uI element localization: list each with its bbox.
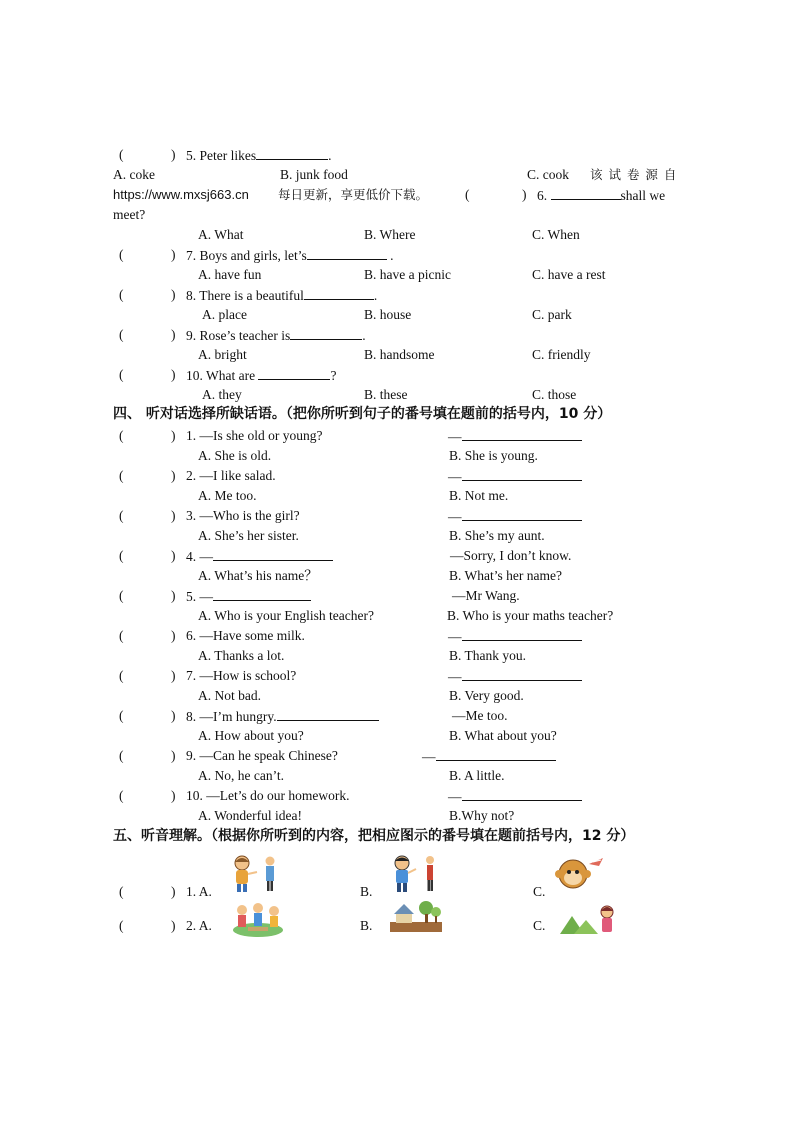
option-a: A. What xyxy=(198,227,244,242)
option-a: A. coke xyxy=(113,167,155,182)
paren-close: ) xyxy=(171,287,176,302)
picture-boy-talking[interactable] xyxy=(390,854,438,894)
option-a: A. Thanks a lot. xyxy=(198,648,285,663)
answer-blank[interactable] xyxy=(462,428,582,441)
paren-open: ( xyxy=(119,147,124,162)
option-c: C. park xyxy=(532,307,572,322)
paren-open: ( xyxy=(119,508,124,523)
question-line xyxy=(186,788,349,804)
question-line xyxy=(186,548,333,565)
option-a: A. Who is your English teacher? xyxy=(198,608,374,623)
question-stem: 5. Peter likes . xyxy=(186,148,332,163)
answer-blank[interactable] xyxy=(436,748,556,761)
paren-open: ( xyxy=(465,187,470,202)
question-stem: 10. What are ? xyxy=(186,368,337,383)
option-a: A. place xyxy=(202,307,247,322)
section-heading: 五、听音理解。（根据你所听到的内容，把相应图示的番号填在题前括号内，12 分） xyxy=(113,828,635,844)
response-text: — xyxy=(448,469,462,484)
paren-open: ( xyxy=(119,468,124,483)
option-b: B. junk food xyxy=(280,167,348,182)
question-line xyxy=(186,668,296,684)
section-heading: 四、 听对话选择所缺话语。（把你所听到句子的番号填在题前的括号内，10 分） xyxy=(113,406,612,422)
question-text: 2. —I like salad. xyxy=(186,468,276,483)
option-a: A. Me too. xyxy=(198,488,257,503)
response-text: —Me too. xyxy=(452,708,508,723)
paren-open: ( xyxy=(119,327,124,342)
option-b: B. A little. xyxy=(449,768,505,783)
option-b: B. handsome xyxy=(364,347,435,362)
paren-close: ) xyxy=(171,508,176,523)
option-b: B. She is young. xyxy=(449,448,538,463)
paren-open: ( xyxy=(119,548,124,563)
paren-open: ( xyxy=(119,668,124,683)
answer-blank[interactable] xyxy=(462,788,582,801)
paren-open: ( xyxy=(119,628,124,643)
paren-close: ) xyxy=(522,187,527,202)
paren-open: ( xyxy=(119,588,124,603)
option-c: C. friendly xyxy=(532,347,591,362)
option-b: B. xyxy=(360,884,373,899)
option-b: B. xyxy=(360,918,373,933)
response-text: — xyxy=(448,669,462,684)
question-line xyxy=(186,588,311,605)
paren-close: ) xyxy=(171,367,176,382)
question-text: 4. — xyxy=(186,549,213,564)
paren-close: ) xyxy=(171,748,176,763)
option-c: C. xyxy=(533,918,546,933)
paren-close: ) xyxy=(171,468,176,483)
question-text: 3. —Who is the girl? xyxy=(186,508,300,523)
response-text: — xyxy=(448,509,462,524)
option-b: B. Where xyxy=(364,227,416,242)
option-b: B.Why not? xyxy=(449,808,515,823)
answer-blank[interactable] xyxy=(258,367,330,380)
paren-open: ( xyxy=(119,287,124,302)
response-line xyxy=(448,628,582,645)
question-line xyxy=(186,428,322,444)
question-text: 5. — xyxy=(186,589,213,604)
option-b: B. house xyxy=(364,307,412,322)
question-stem: 8. There is a beautiful . xyxy=(186,288,378,303)
response-text: — xyxy=(448,789,462,804)
response-text: — xyxy=(448,629,462,644)
paren-open: ( xyxy=(119,788,124,803)
question-text: 6. —Have some milk. xyxy=(186,628,305,643)
paren-close: ) xyxy=(171,147,176,162)
answer-blank[interactable] xyxy=(462,628,582,641)
option-a: A. No, he can’t. xyxy=(198,768,284,783)
question-text: 10. —Let’s do our homework. xyxy=(186,788,350,803)
watermark-url: https://www.mxsj663.cn xyxy=(113,187,249,202)
response-text: —Sorry, I don’t know. xyxy=(450,548,572,563)
option-c: C. cook xyxy=(527,167,569,182)
option-a: A. How about you? xyxy=(198,728,304,743)
option-b: B. What about you? xyxy=(449,728,557,743)
paren-open: ( xyxy=(119,367,124,382)
response-line xyxy=(422,748,556,765)
picture-children-picnic[interactable] xyxy=(232,900,284,938)
answer-blank[interactable] xyxy=(304,287,374,300)
response-line xyxy=(448,508,582,525)
option-b: B. Not me. xyxy=(449,488,509,503)
answer-blank[interactable] xyxy=(551,187,621,200)
answer-blank[interactable] xyxy=(307,247,387,260)
paren-close: ) xyxy=(171,884,176,899)
option-c: C. When xyxy=(532,227,580,242)
option-b: B. Thank you. xyxy=(449,648,526,663)
paren-close: ) xyxy=(171,668,176,683)
paren-open: ( xyxy=(119,247,124,262)
question-line xyxy=(186,748,338,764)
paren-open: ( xyxy=(119,918,124,933)
answer-blank[interactable] xyxy=(462,668,582,681)
answer-blank[interactable] xyxy=(462,508,582,521)
question-line xyxy=(186,628,305,644)
option-b: B. What’s her name? xyxy=(449,568,562,583)
option-b: B. Who is your maths teacher? xyxy=(447,608,614,623)
question-stem: 6. shall we xyxy=(537,188,666,203)
question-text: 8. —I’m hungry. xyxy=(186,709,277,724)
option-a: A. bright xyxy=(198,347,247,362)
paren-close: ) xyxy=(171,788,176,803)
option-c: C. have a rest xyxy=(532,267,606,282)
response-line xyxy=(448,788,582,805)
question-line xyxy=(186,468,276,484)
paren-open: ( xyxy=(119,884,124,899)
answer-blank[interactable] xyxy=(256,147,328,160)
paren-open: ( xyxy=(119,748,124,763)
option-a: A. She is old. xyxy=(198,448,272,463)
question-line xyxy=(186,508,300,524)
question-stem-cont: meet? xyxy=(113,207,146,222)
question-number: 2. A. xyxy=(186,918,212,933)
paren-close: ) xyxy=(171,327,176,342)
option-a: A. have fun xyxy=(198,267,262,282)
option-c: C. those xyxy=(532,387,577,402)
option-a: A. She’s her sister. xyxy=(198,528,299,543)
response-line xyxy=(448,428,582,445)
paren-close: ) xyxy=(171,428,176,443)
response-line xyxy=(448,468,582,485)
paren-close: ) xyxy=(171,247,176,262)
watermark-text: 该 试 卷 源 自 xyxy=(590,167,678,182)
option-b: B. have a picnic xyxy=(364,267,451,282)
picture-monkey[interactable] xyxy=(555,852,607,894)
question-line xyxy=(186,708,379,725)
paren-close: ) xyxy=(171,588,176,603)
option-b: B. these xyxy=(364,387,408,402)
paren-open: ( xyxy=(119,428,124,443)
question-text: 7. —How is school? xyxy=(186,668,297,683)
answer-blank[interactable] xyxy=(213,588,311,601)
answer-blank[interactable] xyxy=(290,327,362,340)
paren-close: ) xyxy=(171,628,176,643)
question-text: 1. —Is she old or young? xyxy=(186,428,323,443)
paren-close: ) xyxy=(171,708,176,723)
answer-blank[interactable] xyxy=(277,708,379,721)
paren-open: ( xyxy=(119,708,124,723)
watermark-text-long: 每日更新，享更低价下载。 xyxy=(278,187,429,202)
option-c: C. xyxy=(533,884,546,899)
paren-close: ) xyxy=(171,918,176,933)
option-a: A. What’s his name？ xyxy=(198,568,318,583)
picture-girl-pointing[interactable] xyxy=(230,854,278,894)
option-a: A. they xyxy=(202,387,242,402)
answer-blank[interactable] xyxy=(213,548,333,561)
option-a: A. Wonderful idea! xyxy=(198,808,303,823)
picture-girl-landscape[interactable] xyxy=(560,904,618,938)
question-stem: 9. Rose’s teacher is . xyxy=(186,328,366,343)
question-number: 1. A. xyxy=(186,884,212,899)
response-line xyxy=(452,588,520,604)
option-b: B. Very good. xyxy=(449,688,524,703)
response-text: —Mr Wang. xyxy=(452,588,520,603)
answer-blank[interactable] xyxy=(462,468,582,481)
response-text: — xyxy=(422,749,436,764)
question-stem: 7. Boys and girls, let’s . xyxy=(186,248,394,263)
option-a: A. Not bad. xyxy=(198,688,261,703)
option-b: B. She’s my aunt. xyxy=(449,528,545,543)
response-line xyxy=(448,668,582,685)
paren-close: ) xyxy=(171,548,176,563)
question-text: 9. —Can he speak Chinese? xyxy=(186,748,338,763)
response-line xyxy=(450,548,571,564)
response-line xyxy=(452,708,508,724)
picture-park-house[interactable] xyxy=(390,898,442,934)
response-text: — xyxy=(448,429,462,444)
